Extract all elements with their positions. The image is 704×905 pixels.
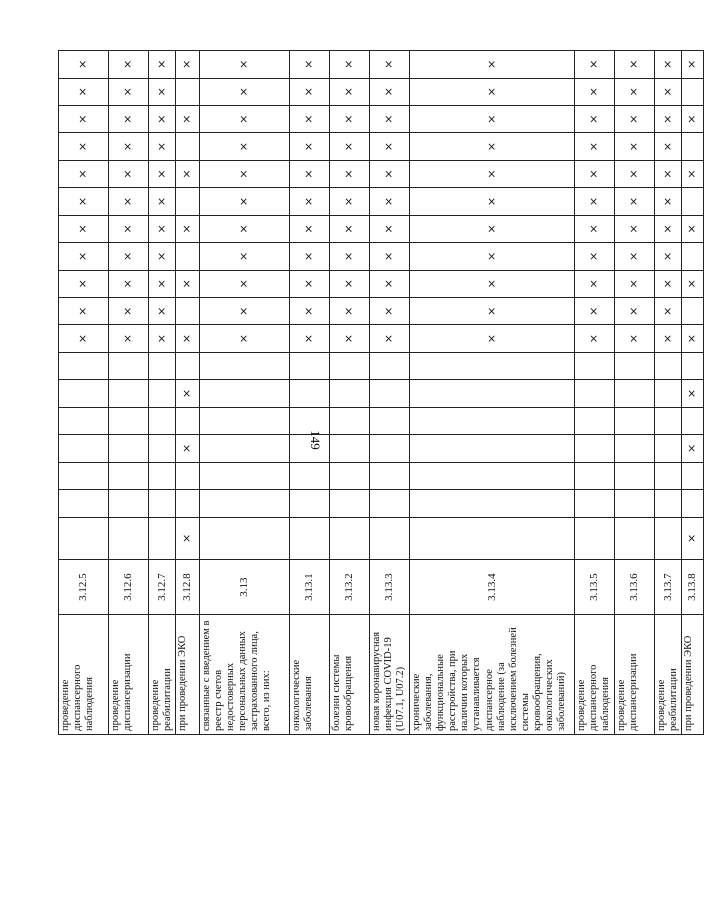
table-row	[410, 51, 575, 735]
row-code: 3.12.8	[176, 560, 200, 615]
cross-mark-cell: ×	[682, 51, 704, 79]
cross-mark-cell: ×	[149, 160, 176, 187]
empty-cell	[176, 243, 200, 270]
empty-cell	[200, 490, 290, 517]
empty-cell	[682, 407, 704, 434]
empty-cell	[200, 517, 290, 560]
empty-cell	[655, 517, 682, 560]
row-code: 3.12.7	[149, 560, 176, 615]
empty-cell	[176, 490, 200, 517]
cross-mark-cell: ×	[410, 298, 575, 325]
empty-cell	[575, 352, 615, 379]
cross-mark-cell: ×	[370, 325, 410, 352]
empty-cell	[200, 352, 290, 379]
row-label: проведение диспансерного наблюдения	[575, 615, 615, 735]
cross-mark-cell: ×	[200, 78, 290, 105]
empty-cell	[615, 380, 655, 407]
empty-cell	[330, 517, 370, 560]
table-row	[109, 51, 149, 735]
cross-mark-cell: ×	[330, 270, 370, 297]
cross-mark-cell: ×	[370, 270, 410, 297]
cross-mark-cell: ×	[410, 243, 575, 270]
cross-mark-cell: ×	[410, 215, 575, 242]
cross-mark-cell: ×	[615, 325, 655, 352]
cross-mark-cell: ×	[682, 270, 704, 297]
cross-mark-cell: ×	[59, 78, 109, 105]
empty-cell	[682, 298, 704, 325]
empty-cell	[149, 490, 176, 517]
table-row	[655, 51, 682, 735]
table-row	[615, 51, 655, 735]
cross-mark-cell: ×	[290, 51, 330, 79]
empty-cell	[682, 78, 704, 105]
cross-mark-cell: ×	[59, 243, 109, 270]
cross-mark-cell: ×	[575, 243, 615, 270]
cross-mark-cell: ×	[682, 435, 704, 462]
row-label: проведение реабилитации	[655, 615, 682, 735]
row-code: 3.13.3	[370, 560, 410, 615]
empty-cell	[109, 517, 149, 560]
cross-mark-cell: ×	[655, 325, 682, 352]
cross-mark-cell: ×	[410, 133, 575, 160]
table-row	[370, 51, 410, 735]
empty-cell	[682, 188, 704, 215]
cross-mark-cell: ×	[615, 270, 655, 297]
cross-mark-cell: ×	[575, 325, 615, 352]
empty-cell	[109, 407, 149, 434]
empty-cell	[330, 490, 370, 517]
cross-mark-cell: ×	[59, 133, 109, 160]
cross-mark-cell: ×	[370, 133, 410, 160]
empty-cell	[149, 352, 176, 379]
row-code: 3.13.7	[655, 560, 682, 615]
cross-mark-cell: ×	[176, 517, 200, 560]
cross-mark-cell: ×	[149, 105, 176, 132]
cross-mark-cell: ×	[109, 105, 149, 132]
cross-mark-cell: ×	[200, 133, 290, 160]
empty-cell	[330, 462, 370, 489]
row-code: 3.13.8	[682, 560, 704, 615]
cross-mark-cell: ×	[330, 133, 370, 160]
cross-mark-cell: ×	[575, 298, 615, 325]
cross-mark-cell: ×	[655, 215, 682, 242]
row-label: новая коронавирусная инфекция COVID-19 (U07.1, U07.2)	[370, 615, 410, 735]
cross-mark-cell: ×	[290, 78, 330, 105]
empty-cell	[370, 517, 410, 560]
table-frame	[58, 50, 699, 735]
cross-mark-cell: ×	[615, 160, 655, 187]
cross-mark-cell: ×	[109, 325, 149, 352]
cross-mark-cell: ×	[59, 160, 109, 187]
empty-cell	[109, 490, 149, 517]
empty-cell	[655, 462, 682, 489]
cross-mark-cell: ×	[59, 105, 109, 132]
empty-cell	[615, 435, 655, 462]
cross-mark-cell: ×	[149, 325, 176, 352]
cross-mark-cell: ×	[149, 51, 176, 79]
empty-cell	[655, 435, 682, 462]
cross-mark-cell: ×	[370, 160, 410, 187]
cross-mark-cell: ×	[682, 325, 704, 352]
empty-cell	[176, 188, 200, 215]
cross-mark-cell: ×	[370, 243, 410, 270]
empty-cell	[655, 352, 682, 379]
cross-mark-cell: ×	[370, 51, 410, 79]
cross-mark-cell: ×	[330, 160, 370, 187]
cross-mark-cell: ×	[330, 105, 370, 132]
cross-mark-cell: ×	[330, 243, 370, 270]
empty-cell	[290, 380, 330, 407]
cross-mark-cell: ×	[149, 215, 176, 242]
cross-mark-cell: ×	[655, 105, 682, 132]
cross-mark-cell: ×	[330, 215, 370, 242]
cross-mark-cell: ×	[615, 188, 655, 215]
cross-mark-cell: ×	[176, 51, 200, 79]
empty-cell	[109, 352, 149, 379]
empty-cell	[575, 490, 615, 517]
cross-mark-cell: ×	[109, 270, 149, 297]
row-code: 3.13.5	[575, 560, 615, 615]
cross-mark-cell: ×	[655, 243, 682, 270]
empty-cell	[682, 462, 704, 489]
cross-mark-cell: ×	[149, 78, 176, 105]
empty-cell	[682, 352, 704, 379]
cross-mark-cell: ×	[200, 298, 290, 325]
cross-mark-cell: ×	[615, 133, 655, 160]
empty-cell	[330, 380, 370, 407]
empty-cell	[149, 517, 176, 560]
empty-cell	[290, 517, 330, 560]
cross-mark-cell: ×	[290, 105, 330, 132]
cross-mark-cell: ×	[59, 188, 109, 215]
cross-mark-cell: ×	[575, 215, 615, 242]
cross-mark-cell: ×	[109, 78, 149, 105]
cross-mark-cell: ×	[370, 188, 410, 215]
empty-cell	[410, 407, 575, 434]
row-label: проведение диспансерного наблюдения	[59, 615, 109, 735]
empty-cell	[200, 380, 290, 407]
empty-cell	[176, 133, 200, 160]
cross-mark-cell: ×	[370, 298, 410, 325]
table-row	[682, 51, 704, 735]
cross-mark-cell: ×	[575, 105, 615, 132]
cross-mark-cell: ×	[176, 435, 200, 462]
empty-cell	[176, 462, 200, 489]
table-row	[176, 51, 200, 735]
cross-mark-cell: ×	[615, 243, 655, 270]
empty-cell	[575, 407, 615, 434]
cross-mark-cell: ×	[615, 105, 655, 132]
empty-cell	[615, 352, 655, 379]
empty-cell	[59, 517, 109, 560]
cross-mark-cell: ×	[290, 270, 330, 297]
cross-mark-cell: ×	[176, 105, 200, 132]
row-code: 3.13.6	[615, 560, 655, 615]
empty-cell	[200, 407, 290, 434]
cross-mark-cell: ×	[290, 160, 330, 187]
row-code: 3.12.6	[109, 560, 149, 615]
empty-cell	[200, 462, 290, 489]
empty-cell	[682, 490, 704, 517]
cross-mark-cell: ×	[176, 380, 200, 407]
empty-cell	[59, 407, 109, 434]
empty-cell	[290, 435, 330, 462]
cross-mark-cell: ×	[149, 270, 176, 297]
empty-cell	[370, 490, 410, 517]
cross-mark-cell: ×	[410, 51, 575, 79]
cross-mark-cell: ×	[59, 325, 109, 352]
cross-mark-cell: ×	[655, 78, 682, 105]
empty-cell	[410, 352, 575, 379]
empty-cell	[290, 462, 330, 489]
empty-cell	[370, 435, 410, 462]
cross-mark-cell: ×	[655, 188, 682, 215]
cross-mark-cell: ×	[575, 133, 615, 160]
row-label: проведение диспансеризации	[615, 615, 655, 735]
cross-mark-cell: ×	[330, 325, 370, 352]
row-label: при проведении ЭКО	[176, 615, 200, 735]
cross-mark-cell: ×	[109, 160, 149, 187]
empty-cell	[149, 435, 176, 462]
empty-cell	[59, 462, 109, 489]
row-label: связанные с введением в реестр счетов недостоверных персональных данных застрахованного лица, всего, из них:	[200, 615, 290, 735]
empty-cell	[149, 407, 176, 434]
empty-cell	[410, 490, 575, 517]
cross-mark-cell: ×	[330, 51, 370, 79]
cross-mark-cell: ×	[575, 78, 615, 105]
empty-cell	[176, 78, 200, 105]
row-code: 3.13.4	[410, 560, 575, 615]
empty-cell	[370, 352, 410, 379]
table-row	[149, 51, 176, 735]
cross-mark-cell: ×	[290, 325, 330, 352]
cross-mark-cell: ×	[682, 380, 704, 407]
empty-cell	[149, 462, 176, 489]
cross-mark-cell: ×	[149, 243, 176, 270]
cross-mark-cell: ×	[149, 133, 176, 160]
cross-mark-cell: ×	[59, 298, 109, 325]
empty-cell	[410, 517, 575, 560]
cross-mark-cell: ×	[149, 188, 176, 215]
empty-cell	[330, 407, 370, 434]
cross-mark-cell: ×	[410, 325, 575, 352]
empty-cell	[410, 380, 575, 407]
empty-cell	[410, 435, 575, 462]
cross-mark-cell: ×	[410, 105, 575, 132]
empty-cell	[615, 462, 655, 489]
cross-mark-cell: ×	[59, 51, 109, 79]
cross-mark-cell: ×	[655, 160, 682, 187]
table-row	[575, 51, 615, 735]
cross-mark-cell: ×	[410, 160, 575, 187]
cross-mark-cell: ×	[109, 298, 149, 325]
empty-cell	[176, 407, 200, 434]
cross-mark-cell: ×	[682, 517, 704, 560]
cross-mark-cell: ×	[370, 105, 410, 132]
page-number: 149	[308, 430, 323, 450]
empty-cell	[575, 435, 615, 462]
cross-mark-cell: ×	[370, 78, 410, 105]
cross-mark-cell: ×	[410, 188, 575, 215]
cross-mark-cell: ×	[59, 270, 109, 297]
cross-mark-cell: ×	[615, 78, 655, 105]
empty-cell	[109, 380, 149, 407]
row-label: хронические заболевания, функциональные расстройства, при наличии которых устанавливается диспансерное наблюдение (за исключением болезней системы кровообращения, онкологических заболеваний)	[410, 615, 575, 735]
cross-mark-cell: ×	[290, 188, 330, 215]
table-row	[59, 51, 109, 735]
cross-mark-cell: ×	[200, 105, 290, 132]
cross-mark-cell: ×	[176, 160, 200, 187]
row-label: проведение реабилитации	[149, 615, 176, 735]
empty-cell	[330, 352, 370, 379]
empty-cell	[59, 490, 109, 517]
empty-cell	[682, 243, 704, 270]
cross-mark-cell: ×	[176, 270, 200, 297]
cross-mark-cell: ×	[655, 133, 682, 160]
row-code: 3.13	[200, 560, 290, 615]
row-label: болезни системы кровообращения	[330, 615, 370, 735]
cross-mark-cell: ×	[290, 215, 330, 242]
empty-cell	[59, 435, 109, 462]
empty-cell	[575, 380, 615, 407]
empty-cell	[655, 490, 682, 517]
empty-cell	[615, 490, 655, 517]
empty-cell	[176, 298, 200, 325]
cross-mark-cell: ×	[615, 215, 655, 242]
cross-mark-cell: ×	[290, 243, 330, 270]
empty-cell	[109, 435, 149, 462]
cross-mark-cell: ×	[149, 298, 176, 325]
cross-mark-cell: ×	[330, 298, 370, 325]
cross-mark-cell: ×	[370, 215, 410, 242]
cross-mark-cell: ×	[682, 105, 704, 132]
table-row	[330, 51, 370, 735]
empty-cell	[655, 407, 682, 434]
empty-cell	[370, 380, 410, 407]
cross-mark-cell: ×	[176, 215, 200, 242]
cross-mark-cell: ×	[655, 298, 682, 325]
cross-mark-cell: ×	[290, 133, 330, 160]
empty-cell	[176, 352, 200, 379]
cross-mark-cell: ×	[575, 160, 615, 187]
cross-mark-cell: ×	[176, 325, 200, 352]
cross-mark-cell: ×	[330, 78, 370, 105]
cross-mark-cell: ×	[615, 51, 655, 79]
table-row	[200, 51, 290, 735]
empty-cell	[59, 380, 109, 407]
cross-mark-cell: ×	[575, 51, 615, 79]
empty-cell	[370, 407, 410, 434]
cross-mark-cell: ×	[109, 133, 149, 160]
cross-mark-cell: ×	[109, 215, 149, 242]
row-code: 3.13.1	[290, 560, 330, 615]
cross-mark-cell: ×	[200, 188, 290, 215]
row-code: 3.13.2	[330, 560, 370, 615]
empty-cell	[149, 380, 176, 407]
cross-mark-cell: ×	[682, 215, 704, 242]
empty-cell	[575, 517, 615, 560]
row-label: при проведении ЭКО	[682, 615, 704, 735]
empty-cell	[290, 490, 330, 517]
empty-cell	[290, 352, 330, 379]
empty-cell	[109, 462, 149, 489]
empty-cell	[290, 407, 330, 434]
cross-mark-cell: ×	[615, 298, 655, 325]
cross-mark-cell: ×	[410, 78, 575, 105]
cross-mark-cell: ×	[200, 215, 290, 242]
cross-mark-cell: ×	[109, 51, 149, 79]
table-row	[290, 51, 330, 735]
empty-cell	[655, 380, 682, 407]
empty-cell	[615, 407, 655, 434]
row-label: онкологические заболевания	[290, 615, 330, 735]
cross-mark-cell: ×	[575, 188, 615, 215]
empty-cell	[575, 462, 615, 489]
cross-mark-cell: ×	[109, 243, 149, 270]
cross-mark-cell: ×	[109, 188, 149, 215]
data-table	[58, 50, 704, 735]
cross-mark-cell: ×	[655, 51, 682, 79]
cross-mark-cell: ×	[200, 51, 290, 79]
cross-mark-cell: ×	[330, 188, 370, 215]
cross-mark-cell: ×	[410, 270, 575, 297]
empty-cell	[200, 435, 290, 462]
cross-mark-cell: ×	[59, 215, 109, 242]
empty-cell	[615, 517, 655, 560]
cross-mark-cell: ×	[200, 243, 290, 270]
empty-cell	[59, 352, 109, 379]
cross-mark-cell: ×	[200, 270, 290, 297]
cross-mark-cell: ×	[682, 160, 704, 187]
cross-mark-cell: ×	[200, 160, 290, 187]
empty-cell	[410, 462, 575, 489]
empty-cell	[370, 462, 410, 489]
empty-cell	[330, 435, 370, 462]
row-code: 3.12.5	[59, 560, 109, 615]
row-label: проведение диспансеризации	[109, 615, 149, 735]
cross-mark-cell: ×	[655, 270, 682, 297]
cross-mark-cell: ×	[200, 325, 290, 352]
cross-mark-cell: ×	[290, 298, 330, 325]
empty-cell	[682, 133, 704, 160]
cross-mark-cell: ×	[575, 270, 615, 297]
